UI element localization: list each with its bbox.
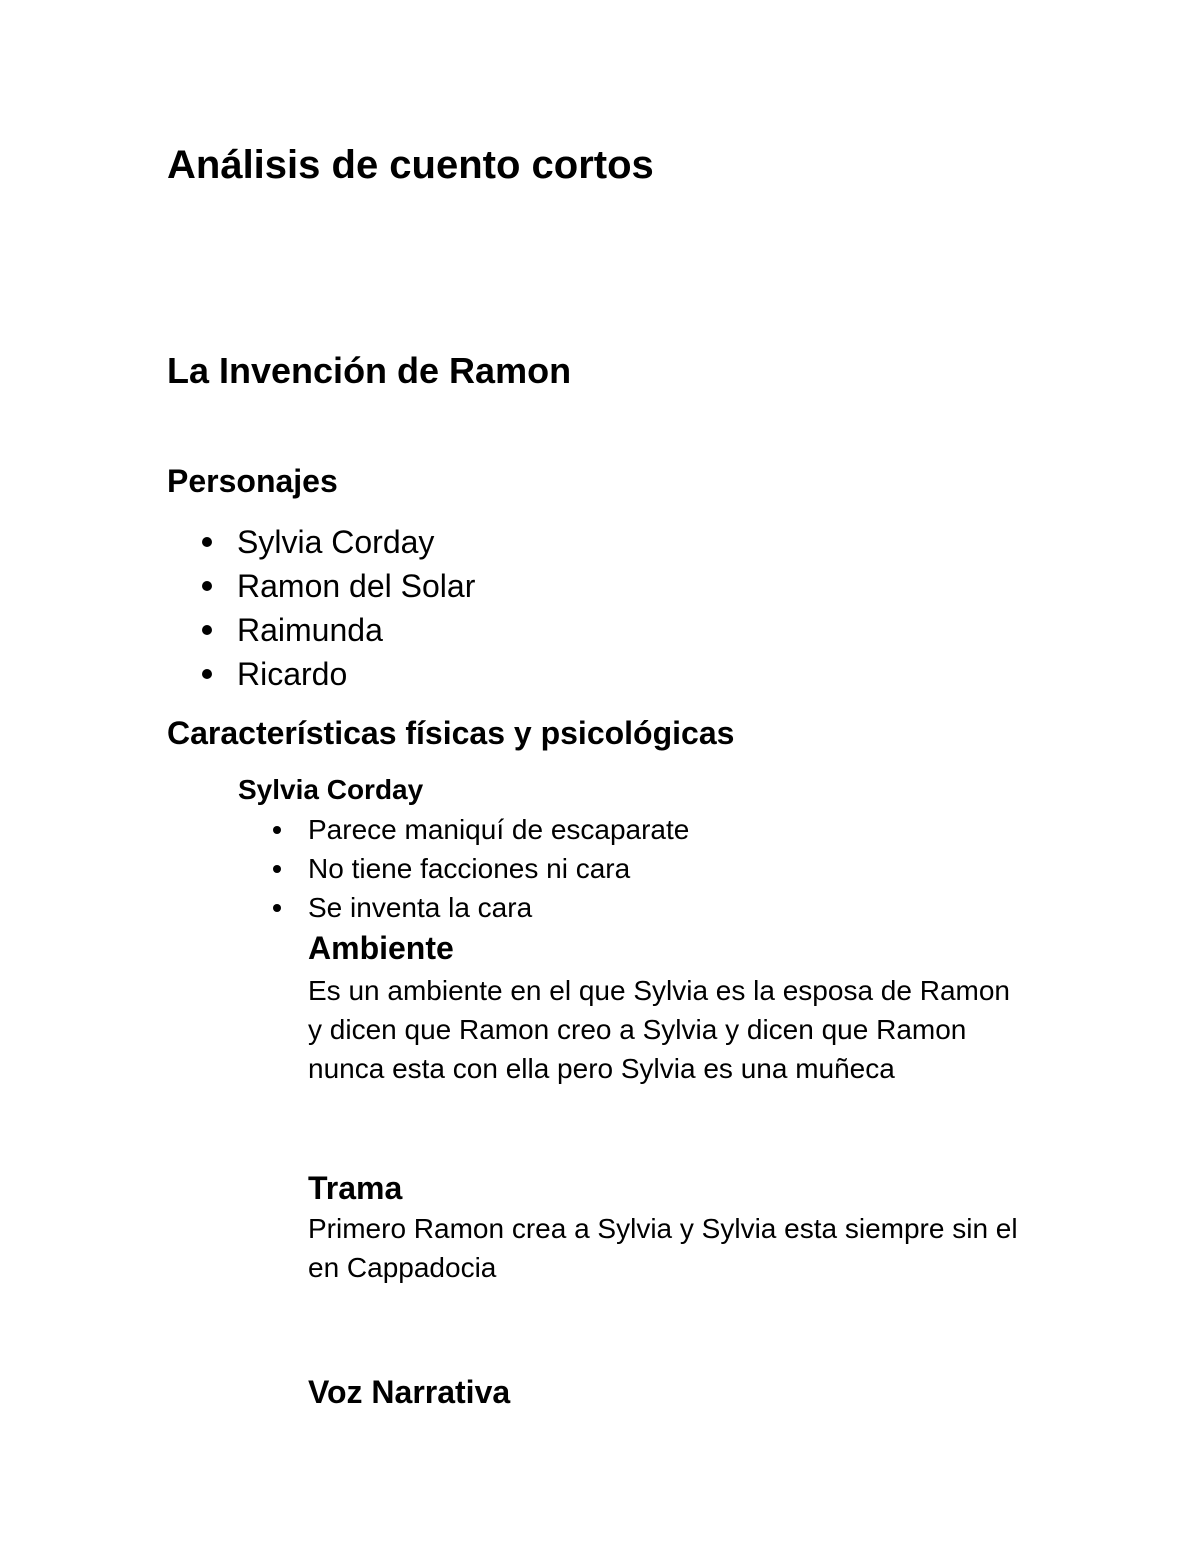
list-item — [200, 608, 475, 652]
trait-text: No tiene facciones ni cara — [308, 853, 631, 884]
list-item — [200, 652, 475, 696]
narrative-voice-heading: Voz Narrativa — [308, 1374, 511, 1410]
characters-heading: Personajes — [167, 463, 338, 499]
list-item — [272, 849, 689, 888]
bullet-icon — [202, 537, 212, 547]
trait-text: Parece maniquí de escaparate — [308, 814, 690, 845]
character-name: Raimunda — [237, 612, 383, 648]
bullet-icon — [202, 581, 212, 591]
bullet-icon — [273, 865, 281, 873]
character-detail-name: Sylvia Corday — [238, 774, 424, 805]
character-name: Ramon del Solar — [237, 568, 476, 604]
plot-heading: Trama — [308, 1170, 403, 1206]
traits-heading: Características físicas y psicológicas — [167, 715, 735, 751]
characters-list — [200, 520, 475, 696]
list-item — [272, 888, 689, 927]
setting-heading: Ambiente — [308, 930, 454, 966]
bullet-icon — [273, 826, 281, 834]
list-item — [272, 810, 689, 849]
bullet-icon — [273, 904, 281, 912]
list-item — [200, 564, 475, 608]
bullet-icon — [202, 669, 212, 679]
document-title: Análisis de cuento cortos — [167, 143, 654, 187]
trait-text: Se inventa la cara — [308, 892, 533, 923]
setting-text: Es un ambiente en el que Sylvia es la esposa de Ramon y dicen que Ramon creo a Sylvia y dicen que Ramon nunca esta con ella pero Sylvia es una muñeca — [308, 975, 1010, 1084]
plot-text: Primero Ramon crea a Sylvia y Sylvia esta siempre sin el en Cappadocia — [308, 1213, 1018, 1283]
list-item — [200, 520, 475, 564]
traits-list — [272, 810, 689, 927]
character-name: Ricardo — [237, 656, 348, 692]
story-title: La Invención de Ramon — [167, 350, 572, 391]
bullet-icon — [202, 625, 212, 635]
character-name: Sylvia Corday — [237, 524, 435, 560]
